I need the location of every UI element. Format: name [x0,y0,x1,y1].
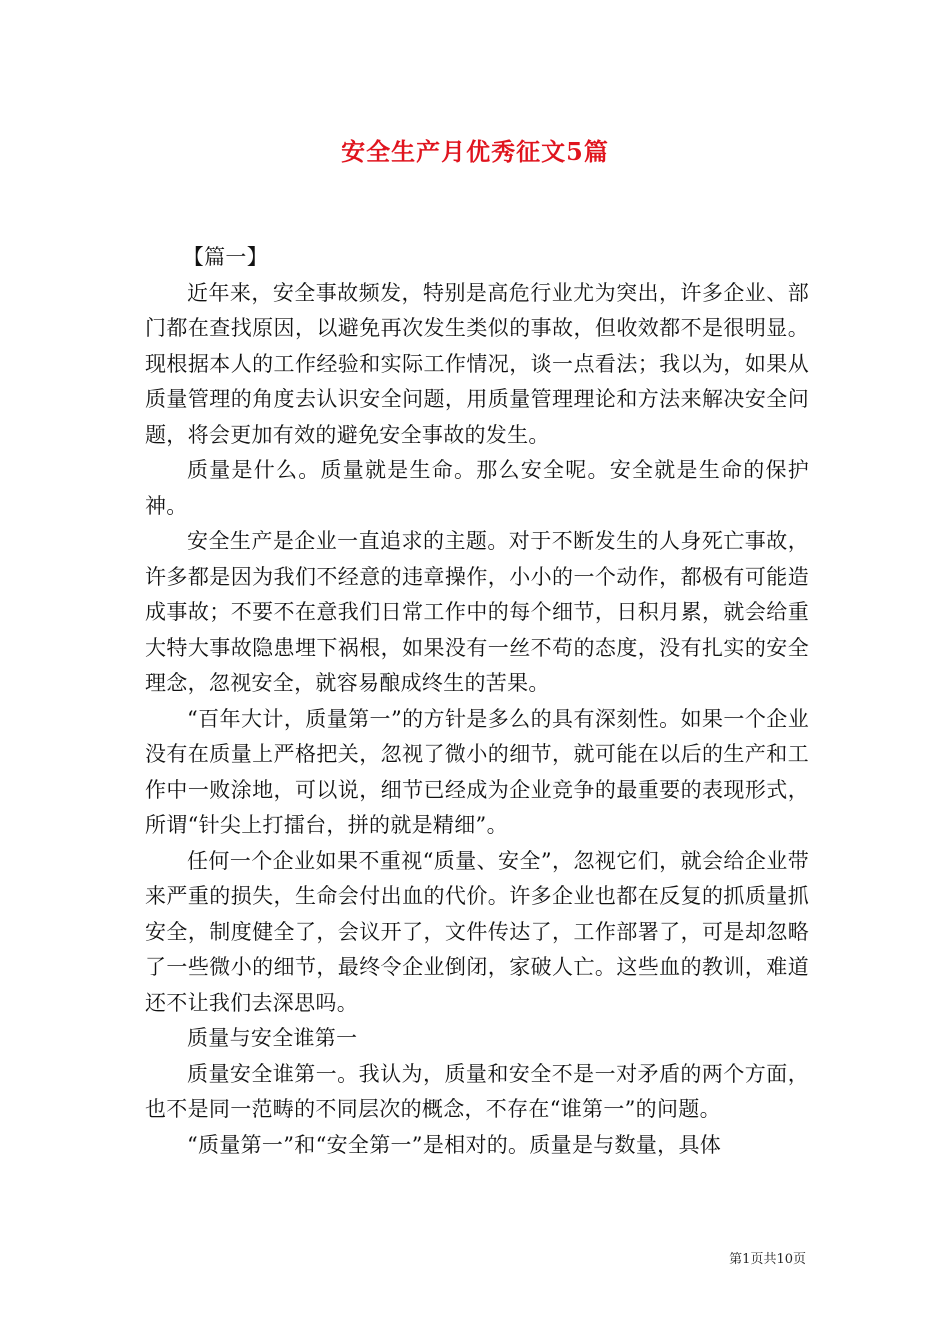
paragraph: 任何一个企业如果不重视“质量、安全”，忽视它们，就会给企业带来严重的损失，生命会付出血的代价。许多企业也都在反复的抓质量抓安全，制度健全了，会议开了，文件传达了，工作部署了，可是却忽略了一些微小的细节，最终令企业倒闭，家破人亡。这些血的教训，难道还不让我们去深思吗。 [145,848,809,1015]
subheading: 质量与安全谁第一 [187,1026,358,1050]
paragraph: “百年大计，质量第一”的方针是多么的具有深刻性。如果一个企业没有在质量上严格把关，忽视了微小的细节，就可能在以后的生产和工作中一败涂地，可以说，细节已经成为企业竞争的最重要的表现形式，所谓“针尖上打擂台，拼的就是精细”。 [145,706,809,837]
paragraph: 质量安全谁第一。我认为，质量和安全不是一对矛盾的两个方面，也不是同一范畴的不同层次的概念，不存在“谁第一”的问题。 [145,1061,809,1121]
page-number: 第1页共10页 [729,1252,806,1267]
paragraph: 近年来，安全事故频发，特别是高危行业尤为突出，许多企业、部门都在查找原因，以避免再次发生类似的事故，但收效都不是很明显。现根据本人的工作经验和实际工作情况，谈一点看法；我以为，如果从质量管理的角度去认识安全问题，用质量管理理论和方法来解决安全问题，将会更加有效的避免安全事故的发生。 [145,280,809,447]
paragraph: “质量第一”和“安全第一”是相对的。质量是与数量，具体 [187,1132,722,1157]
section-label: 【篇一】 [182,245,268,269]
document-body [145,240,809,1163]
paragraph: 安全生产是企业一直追求的主题。对于不断发生的人身死亡事故，许多都是因为我们不经意的违章操作，小小的一个动作，都极有可能造成事故；不要不在意我们日常工作中的每个细节，日积月累，就会给重大特大事故隐患埋下祸根，如果没有一丝不苟的态度，没有扎实的安全理念，忽视安全，就容易酿成终生的苦果。 [145,529,809,695]
document-title: 安全生产月优秀征文5篇 [341,137,609,166]
paragraph: 质量是什么。质量就是生命。那么安全呢。安全就是生命的保护神。 [145,458,809,518]
